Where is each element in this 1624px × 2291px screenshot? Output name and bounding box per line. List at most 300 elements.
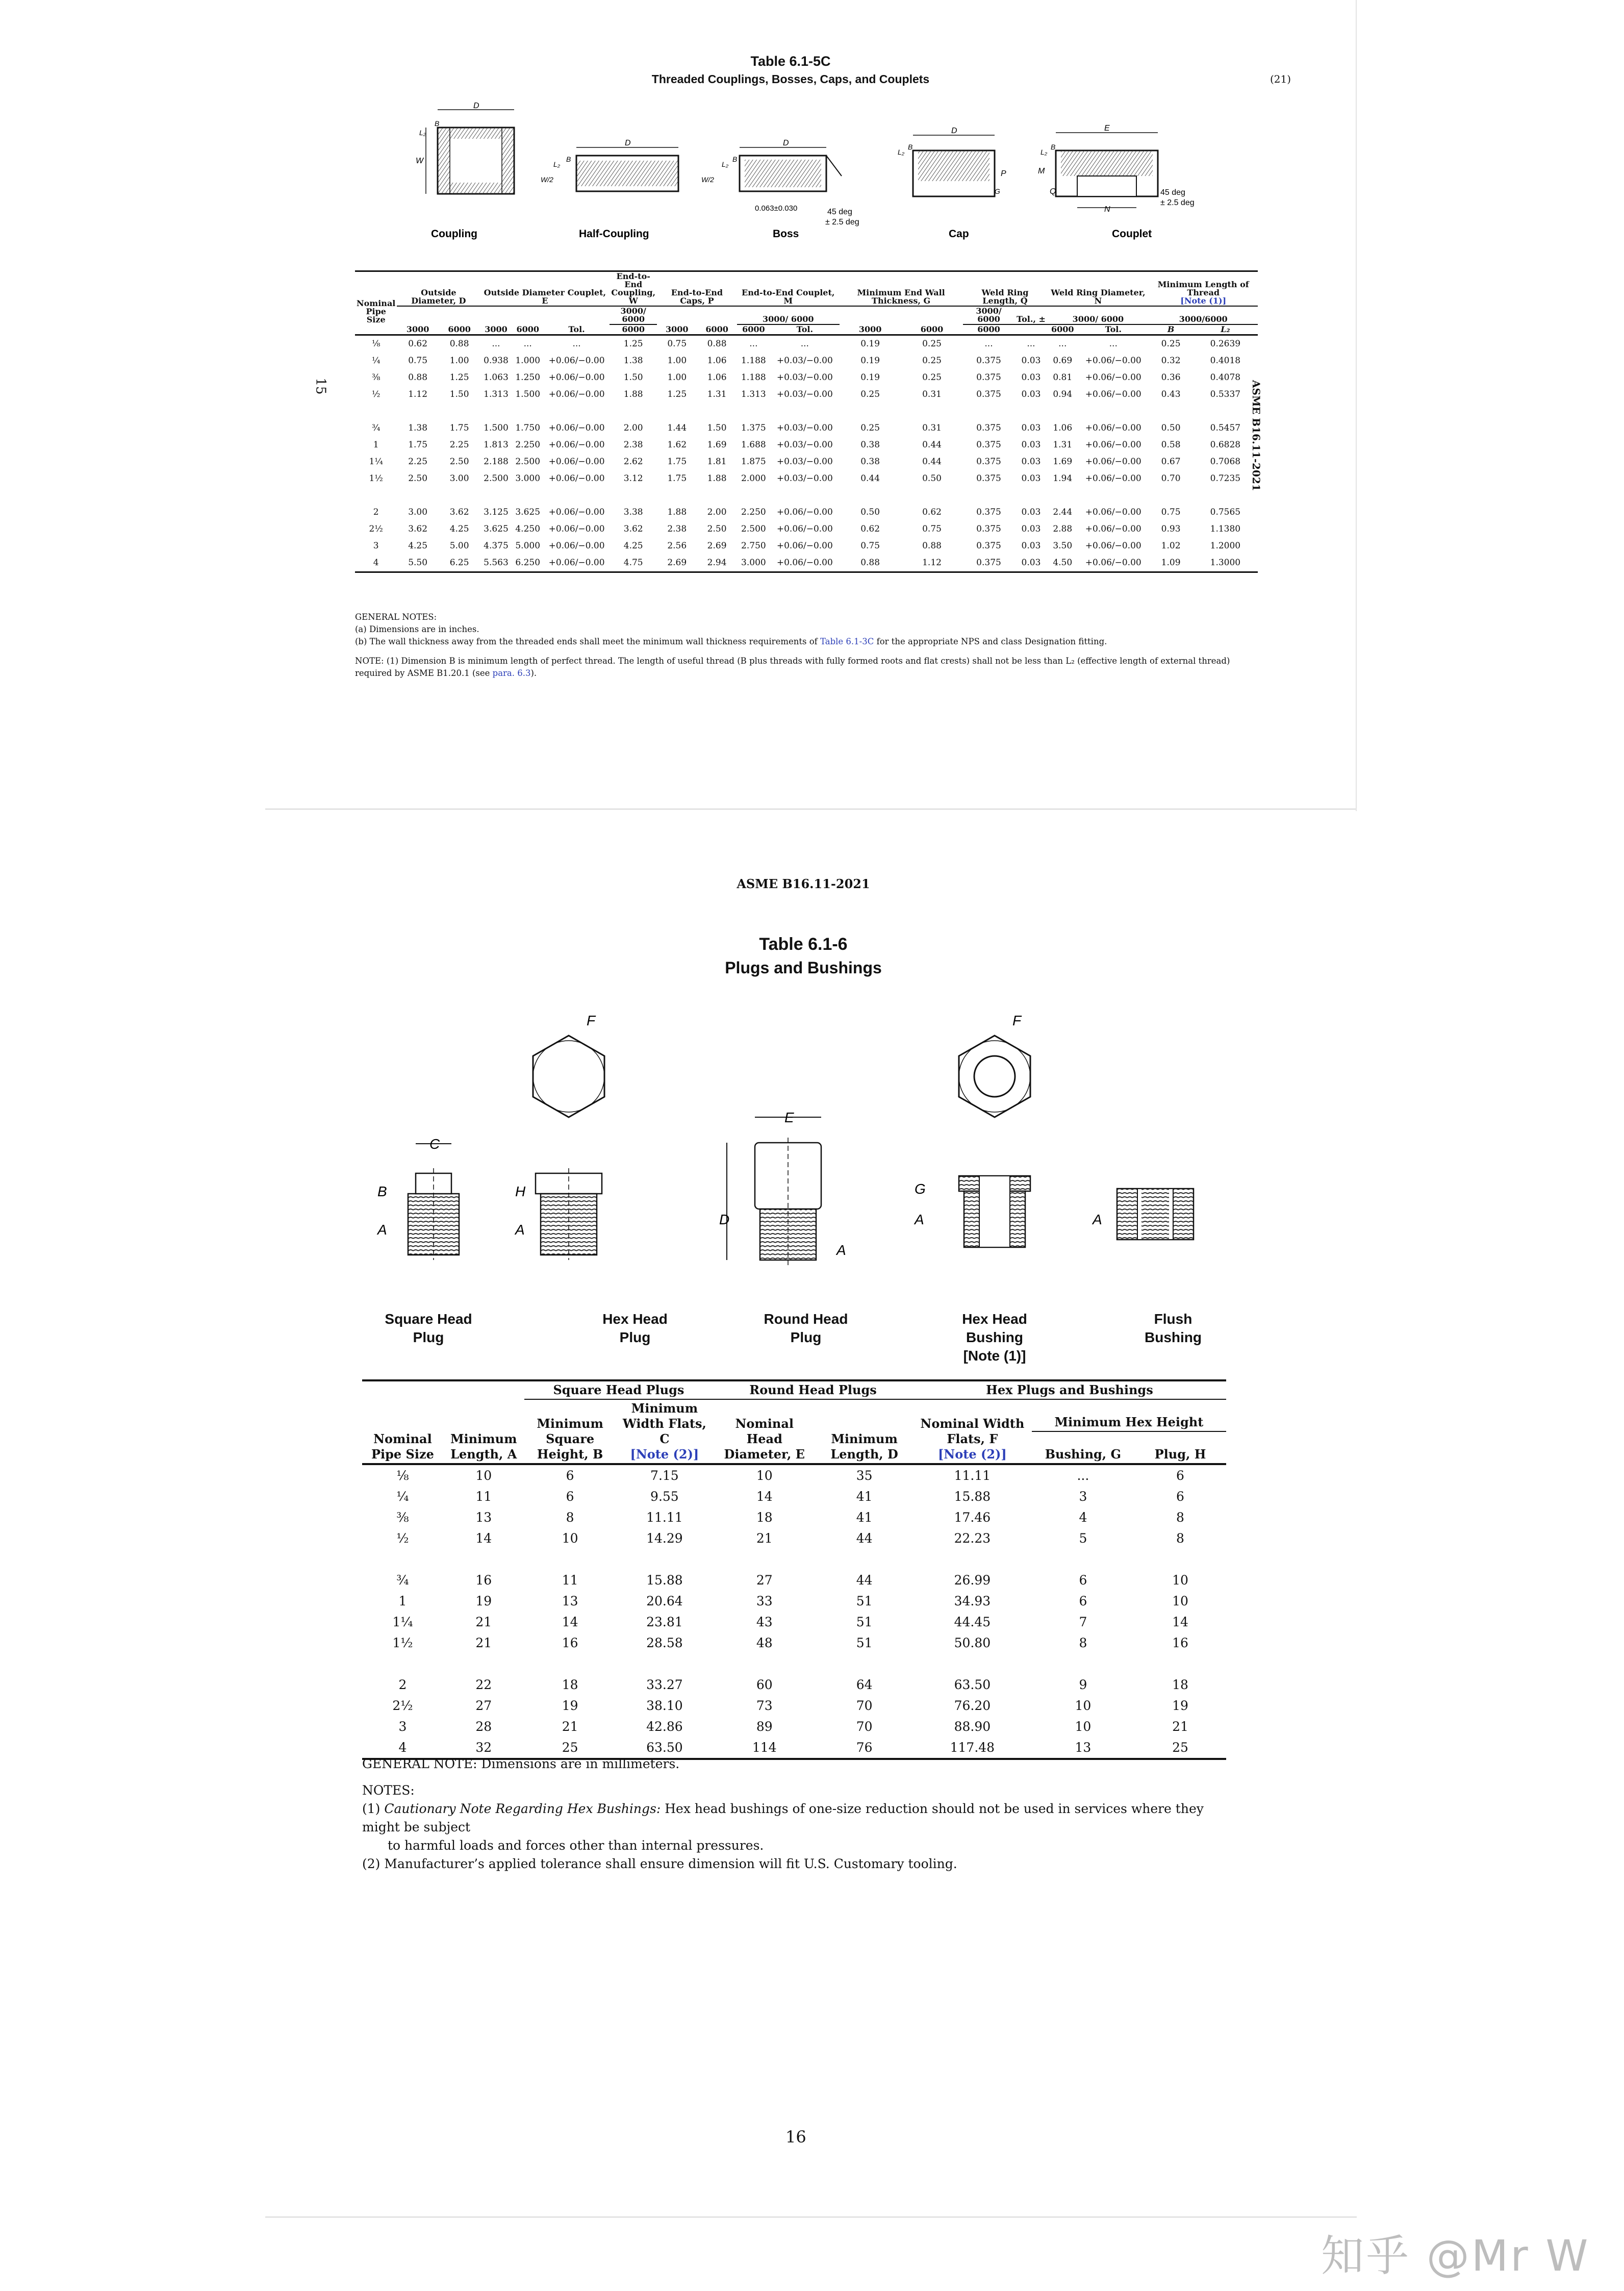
table-cell: 3.00	[408, 507, 428, 517]
table-cell: 44.45	[954, 1615, 991, 1629]
table-cell: 4	[362, 1737, 443, 1759]
table-cell: 41	[856, 1510, 873, 1525]
table-cell: 3.000	[737, 555, 770, 572]
table-cell: 0.7235	[1210, 473, 1241, 484]
table-cell: 0.43	[1161, 389, 1181, 399]
table-cell: ...	[1027, 339, 1035, 349]
table-row	[355, 386, 1258, 403]
note-1-text: Hex head bushings of one-size reduction should not be used in services where they might be subject	[362, 1801, 1204, 1834]
table-cell: 1.06	[1053, 423, 1073, 433]
table-cell: 2.38	[667, 524, 687, 534]
table-cell: 0.62	[408, 339, 428, 349]
general-note-b-text: (b) The wall thickness away from the threaded ends shall meet the minimum wall thickness requirements of	[355, 637, 821, 646]
table-cell: 0.67	[1161, 457, 1181, 467]
table-cell: ⅛	[396, 1468, 409, 1483]
table-cell: 19	[562, 1698, 578, 1713]
table-cell: 2.50	[408, 473, 428, 484]
table-cell: 6	[566, 1489, 574, 1504]
table-cell: 2.000	[741, 473, 766, 484]
table-cell: 4.50	[1047, 555, 1078, 572]
table-cell: 114	[713, 1737, 816, 1759]
note2-link[interactable]: [Note (2)]	[937, 1447, 1007, 1462]
table-cell: +0.03/−0.00	[776, 423, 833, 433]
table-cell: 0.03	[1021, 507, 1041, 517]
table-cell: 1.75	[667, 457, 687, 467]
label-w2: W/2	[541, 175, 553, 184]
table-cell: 60	[756, 1677, 773, 1692]
caption-half-coupling: Half-Coupling	[579, 228, 649, 240]
th-outside-diameter: Outside Diameter, D	[397, 271, 480, 307]
th-min-width-flats	[616, 1399, 714, 1464]
table-cell: 4.250	[515, 524, 541, 534]
table-cell: ¾	[371, 423, 380, 433]
table-cell: 41	[856, 1489, 873, 1504]
plugs-bushings-figure	[362, 1000, 1229, 1296]
table-cell: ...	[523, 339, 532, 349]
label-d: D	[783, 139, 789, 147]
label-b: B	[435, 119, 440, 128]
label-h: H	[515, 1184, 526, 1199]
table-cell: 1.50	[707, 423, 727, 433]
table-row	[355, 538, 1258, 555]
table-cell: 3.00	[449, 473, 469, 484]
th-nominal: Nominal Pipe Size	[355, 271, 397, 325]
th-6000: 6000	[963, 324, 1015, 335]
label-l2: L₂	[419, 129, 426, 137]
table-6-1-6-body	[362, 1464, 1226, 1759]
table-cell: ¾	[396, 1573, 409, 1588]
label-b: B	[1051, 143, 1056, 151]
th-plug-h: Plug, H	[1134, 1431, 1226, 1464]
table-cell: 2½	[392, 1698, 413, 1713]
table-cell: 10	[1172, 1594, 1188, 1608]
table-cell: ...	[1058, 339, 1067, 349]
angle-label: 45 deg	[827, 208, 852, 216]
label-c: C	[429, 1136, 440, 1152]
th-min-thread-length	[1149, 271, 1258, 307]
round-head-plug-drawing	[719, 1110, 846, 1265]
table-cell: 11.11	[954, 1468, 991, 1483]
table-cell: 15.88	[646, 1573, 683, 1588]
table-row	[362, 1612, 1226, 1632]
table-cell: 0.93	[1161, 524, 1181, 534]
table-cell: 3.38	[623, 507, 643, 517]
table-cell: 8	[1176, 1531, 1184, 1546]
table-cell: +0.06/−0.00	[548, 457, 605, 467]
note-1-italic: Cautionary Note Regarding Hex Bushings:	[384, 1801, 661, 1816]
label-b: B	[377, 1184, 387, 1199]
table-cell: 18	[562, 1677, 578, 1692]
table-cell: 1.81	[707, 457, 727, 467]
table-cell: 1.313	[741, 389, 766, 399]
table-title: Threaded Couplings, Bosses, Caps, and Couplets	[651, 72, 930, 86]
table-cell: +0.06/−0.00	[776, 541, 833, 551]
table-cell: 42.86	[646, 1719, 683, 1734]
th-hex-plugs-bushings: Hex Plugs and Bushings	[913, 1380, 1226, 1399]
caption-line: Round Head	[764, 1311, 848, 1327]
table-cell: 10	[1075, 1719, 1092, 1734]
table-cell: 6.25	[439, 555, 480, 572]
th-class: 3000/ 6000	[610, 306, 657, 324]
table-cell: 21	[1172, 1719, 1188, 1734]
note1-link[interactable]: [Note (1)]	[1180, 296, 1227, 306]
table-cell: ...	[572, 339, 581, 349]
table-cell: 2.56	[667, 541, 687, 551]
table-cell: 1.25	[623, 339, 643, 349]
table-cell: 1	[398, 1594, 407, 1608]
table-cell: 14	[475, 1531, 492, 1546]
table-cell: +0.06/−0.00	[776, 524, 833, 534]
th-6000: 6000	[439, 324, 480, 335]
table-cell: 117.48	[913, 1737, 1032, 1759]
group-spacer	[355, 403, 1258, 420]
table-cell: 0.2639	[1210, 339, 1241, 349]
table-row	[355, 420, 1258, 437]
table-cell: 28.58	[646, 1635, 683, 1650]
table-cell: 1.813	[484, 440, 509, 450]
table-cell: ...	[1077, 1468, 1089, 1483]
table-cell: 2.88	[1053, 524, 1073, 534]
table-cell: 4.75	[610, 555, 657, 572]
table-cell: 0.50	[922, 473, 942, 484]
table-cell: 44	[856, 1531, 873, 1546]
table-cell: 2.94	[697, 555, 737, 572]
table-cell: +0.06/−0.00	[1078, 555, 1149, 572]
page-divider	[265, 809, 1357, 810]
table-cell: 0.375	[976, 507, 1001, 517]
table-cell: ½	[371, 389, 380, 399]
table-cell: 1.75	[449, 423, 469, 433]
table-cell: 1.75	[408, 440, 428, 450]
label-f: F	[587, 1013, 596, 1028]
table-cell: 4.375	[484, 541, 509, 551]
label-p: P	[1001, 169, 1006, 178]
general-notes-heading: GENERAL NOTES:	[355, 612, 437, 622]
notes-heading: NOTES:	[362, 1783, 415, 1798]
table-cell: 5.50	[397, 555, 438, 572]
table-cell: 3	[398, 1719, 407, 1734]
table-cell: 5.000	[515, 541, 541, 551]
table-row	[362, 1591, 1226, 1612]
table-cell: 0.03	[1021, 457, 1041, 467]
note-1-continuation: to harmful loads and forces other than internal pressures.	[388, 1838, 764, 1853]
table-cell: 0.4078	[1210, 372, 1241, 383]
table-cell: ...	[749, 339, 758, 349]
table-cell: 70	[856, 1719, 873, 1734]
table-cell: +0.06/−0.00	[548, 473, 605, 484]
general-note-b	[355, 636, 1258, 648]
table-cell: 0.88	[408, 372, 428, 383]
table-cell: 19	[475, 1594, 492, 1608]
table-cell: 8	[1079, 1635, 1087, 1650]
table-cell: 11	[562, 1573, 578, 1588]
table-cell: 10	[756, 1468, 773, 1483]
table-cell: 0.375	[976, 423, 1001, 433]
table-cell: 9	[1079, 1677, 1087, 1692]
table-row	[355, 504, 1258, 521]
th-6000: 6000	[737, 324, 770, 335]
table-cell: 10	[475, 1468, 492, 1483]
table-cell: +0.06/−0.00	[1085, 389, 1141, 399]
table-cell: 0.75	[408, 356, 428, 366]
table-cell: ...	[984, 339, 993, 349]
table-cell: 16	[475, 1573, 492, 1588]
table-cell: 44	[856, 1573, 873, 1588]
table-cell: 14	[562, 1615, 578, 1629]
table-cell: 28	[475, 1719, 492, 1734]
th-square-head-plugs: Square Head Plugs	[524, 1380, 714, 1399]
table-cell: 11.11	[646, 1510, 683, 1525]
general-note-b-text-end: for the appropriate NPS and class Designation fitting.	[874, 637, 1107, 646]
table-cell: 3.125	[484, 507, 509, 517]
table-cell: 1.44	[667, 423, 687, 433]
table-cell: 1¼	[369, 457, 383, 467]
table-cell: 1.31	[1053, 440, 1073, 450]
table-cell: ⅜	[371, 372, 380, 383]
table-cell: +0.06/−0.00	[548, 372, 605, 383]
table-cell: 1.38	[408, 423, 428, 433]
note2-link[interactable]: [Note (2)]	[630, 1447, 699, 1462]
table-cell: 0.6828	[1210, 440, 1241, 450]
note-1-text-end: ).	[530, 668, 537, 678]
couplings-figure	[388, 99, 1285, 247]
general-note-a: (a) Dimensions are in inches.	[355, 624, 479, 634]
table-cell: 1.75	[667, 473, 687, 484]
table-cell: 3	[373, 541, 379, 551]
th-nominal-head-diameter: Nominal Head Diameter, E	[713, 1399, 816, 1464]
th-end-to-end-caps: End-to-End Caps, P	[657, 271, 737, 307]
para-6-3-link[interactable]: para. 6.3	[492, 668, 531, 678]
table-row	[362, 1528, 1226, 1549]
label-b: B	[908, 143, 913, 151]
table-cell: 1.50	[623, 372, 643, 383]
table-cell: 0.88	[449, 339, 469, 349]
table-cell: 3.62	[623, 524, 643, 534]
table-row	[362, 1486, 1226, 1507]
table-cell: 0.25	[922, 372, 942, 383]
table-row	[355, 437, 1258, 454]
th-6000: 6000	[697, 324, 737, 335]
label-w: W	[416, 157, 424, 165]
table-cell: 21	[562, 1719, 578, 1734]
table-cell: 3	[1079, 1489, 1087, 1504]
table-cell: 1.188	[741, 356, 766, 366]
table-cell: 2	[373, 507, 379, 517]
page-divider	[265, 2217, 1357, 2218]
table-cell: 0.32	[1161, 356, 1181, 366]
table-cell: 5.00	[449, 541, 469, 551]
th-bushing-g: Bushing, G	[1032, 1431, 1134, 1464]
table-cell: 17.46	[954, 1510, 991, 1525]
table-cell: 33.27	[646, 1677, 683, 1692]
table-cell: 6	[1176, 1489, 1184, 1504]
table-cell: +0.06/−0.00	[770, 555, 840, 572]
table-cell: 2.00	[707, 507, 727, 517]
table-cell: 76	[816, 1737, 913, 1759]
table-cell: 1.00	[667, 372, 687, 383]
table-number: Table 6.1-5C	[750, 54, 831, 69]
table-cell: 13	[475, 1510, 492, 1525]
table-cell: 1.12	[408, 389, 428, 399]
table-cell: 0.375	[976, 473, 1001, 484]
table-cell: 0.25	[860, 423, 880, 433]
caption-flush-bushing	[1122, 1310, 1224, 1347]
table-cell: 0.75	[922, 524, 942, 534]
table-cell: +0.03/−0.00	[776, 457, 833, 467]
table-cell: 10	[1172, 1573, 1188, 1588]
table-cell: 1.88	[707, 473, 727, 484]
table-cell: +0.03/−0.00	[776, 440, 833, 450]
table-6-1-3c-link[interactable]: Table 6.1-3C	[820, 637, 874, 646]
th-end-to-end-coupling: End-to-End Coupling, W	[610, 271, 657, 307]
th-6000: 6000	[1047, 324, 1078, 335]
th-3000: 3000	[840, 324, 901, 335]
caption-couplet: Couplet	[1112, 228, 1152, 240]
table-cell: 2.69	[657, 555, 697, 572]
table-cell: 2.750	[741, 541, 766, 551]
table-cell: +0.06/−0.00	[1085, 457, 1141, 467]
table-cell: 0.81	[1053, 372, 1073, 383]
square-head-plug-drawing	[376, 1136, 459, 1260]
th-6000: 6000	[901, 324, 963, 335]
table-cell: 16	[1172, 1635, 1188, 1650]
th-class: 3000/ 6000	[737, 306, 840, 324]
caption-cap: Cap	[949, 228, 969, 240]
table-cell: ...	[800, 339, 809, 349]
table-cell: 1.2000	[1210, 541, 1241, 551]
table-cell: 1.875	[741, 457, 766, 467]
table-cell: 1½	[392, 1635, 413, 1650]
angle-tol-label: ± 2.5 deg	[825, 218, 859, 226]
table-cell: 8	[566, 1510, 574, 1525]
table-cell: +0.03/−0.00	[776, 473, 833, 484]
table-row	[362, 1695, 1226, 1716]
table-cell: +0.03/−0.00	[776, 356, 833, 366]
th-tol: Tol.	[770, 324, 840, 335]
caption-line: Hex Head	[962, 1311, 1027, 1327]
th-text: Minimum Width Flats, C	[622, 1401, 706, 1446]
table-cell: 4	[1079, 1510, 1087, 1525]
table-cell: 2½	[369, 524, 383, 534]
caption-coupling: Coupling	[431, 228, 477, 240]
table-cell: 2.00	[623, 423, 643, 433]
table-cell: 25	[1134, 1737, 1226, 1759]
table-cell: +0.06/−0.00	[1085, 440, 1141, 450]
table-6-1-6	[362, 1379, 1226, 1760]
table-cell: 0.03	[1021, 372, 1041, 383]
th-weld-ring-diameter: Weld Ring Diameter, N	[1047, 271, 1149, 307]
th-6000: 6000	[610, 324, 657, 335]
table-cell: 33	[756, 1594, 773, 1608]
th-nominal-pipe-size: Nominal Pipe Size	[362, 1399, 443, 1464]
table-cell: 4.25	[408, 541, 428, 551]
table-cell: 23.81	[646, 1615, 683, 1629]
table-row	[355, 454, 1258, 470]
table-cell: +0.06/−0.00	[1085, 541, 1141, 551]
table-cell: +0.06/−0.00	[776, 507, 833, 517]
label-l2: L₂	[898, 148, 905, 156]
table-cell: 0.375	[976, 457, 1001, 467]
table-cell: 3.50	[1053, 541, 1073, 551]
table-row	[355, 353, 1258, 369]
caption-note-link[interactable]: [Note (1)]	[963, 1348, 1026, 1364]
table-cell: 0.03	[1015, 555, 1048, 572]
page-ref: (21)	[1270, 73, 1291, 85]
table-cell: 0.03	[1021, 423, 1041, 433]
table-cell: 51	[856, 1594, 873, 1608]
hex-head-bushing-drawing	[914, 1013, 1030, 1247]
boss-drawing	[701, 139, 859, 226]
table-cell: 0.88	[840, 555, 901, 572]
table-cell: 2.50	[707, 524, 727, 534]
table-cell: 22.23	[954, 1531, 991, 1546]
th-3000: 3000	[480, 324, 512, 335]
caption-boss: Boss	[773, 228, 799, 240]
table-cell: 0.25	[922, 339, 942, 349]
label-a: A	[1093, 1212, 1102, 1227]
table-cell: 27	[475, 1698, 492, 1713]
table-cell: 6	[566, 1468, 574, 1483]
table-cell: 1.000	[515, 356, 541, 366]
couplet-drawing	[1038, 124, 1195, 214]
table-cell: 1.25	[667, 389, 687, 399]
table-cell: 0.375	[976, 541, 1001, 551]
table-row	[362, 1674, 1226, 1695]
table-cell: 64	[856, 1677, 873, 1692]
table-cell: +0.06/−0.00	[1085, 423, 1141, 433]
table-cell: +0.06/−0.00	[1085, 372, 1141, 383]
table-cell: 1.02	[1161, 541, 1181, 551]
label-l2: L₂	[722, 160, 729, 168]
table-cell: 0.375	[976, 356, 1001, 366]
th-6000: 6000	[512, 324, 544, 335]
table-cell: 0.19	[860, 339, 880, 349]
label-d: D	[625, 139, 631, 147]
table-cell: 0.38	[860, 457, 880, 467]
table-cell: 63.50	[616, 1737, 714, 1759]
table-cell: 1.69	[1053, 457, 1073, 467]
th-round-head-plugs: Round Head Plugs	[713, 1380, 913, 1399]
caption-line: Plug	[790, 1329, 822, 1345]
table-cell: 0.75	[860, 541, 880, 551]
table-cell: 35	[856, 1468, 873, 1483]
table-cell: 1.188	[741, 372, 766, 383]
table-cell: 15.88	[954, 1489, 991, 1504]
table-cell: 1.00	[667, 356, 687, 366]
caption-line: Bushing	[966, 1329, 1023, 1345]
table-cell: 0.19	[860, 372, 880, 383]
table-cell: 0.50	[860, 507, 880, 517]
table-row	[355, 555, 1258, 572]
table-cell: 0.58	[1161, 440, 1181, 450]
table-cell: 0.36	[1161, 372, 1181, 383]
table-cell: 20.64	[646, 1594, 683, 1608]
caption-hex-head-plug	[579, 1310, 691, 1347]
note-1	[362, 1800, 1229, 1836]
table-cell: 1.063	[484, 372, 509, 383]
table-cell: 5.563	[480, 555, 512, 572]
caption-line: Square Head	[385, 1311, 472, 1327]
label-d: D	[473, 102, 479, 110]
table-cell: 1.12	[901, 555, 963, 572]
table-cell: 2.500	[484, 473, 509, 484]
th-outside-diameter-couplet: Outside Diameter Couplet, E	[480, 271, 610, 307]
table-cell: 2	[398, 1677, 407, 1692]
table-cell: 1.06	[707, 372, 727, 383]
table-cell: 0.88	[707, 339, 727, 349]
th-min-length-d: Minimum Length, D	[816, 1399, 913, 1464]
table-cell: 50.80	[954, 1635, 991, 1650]
